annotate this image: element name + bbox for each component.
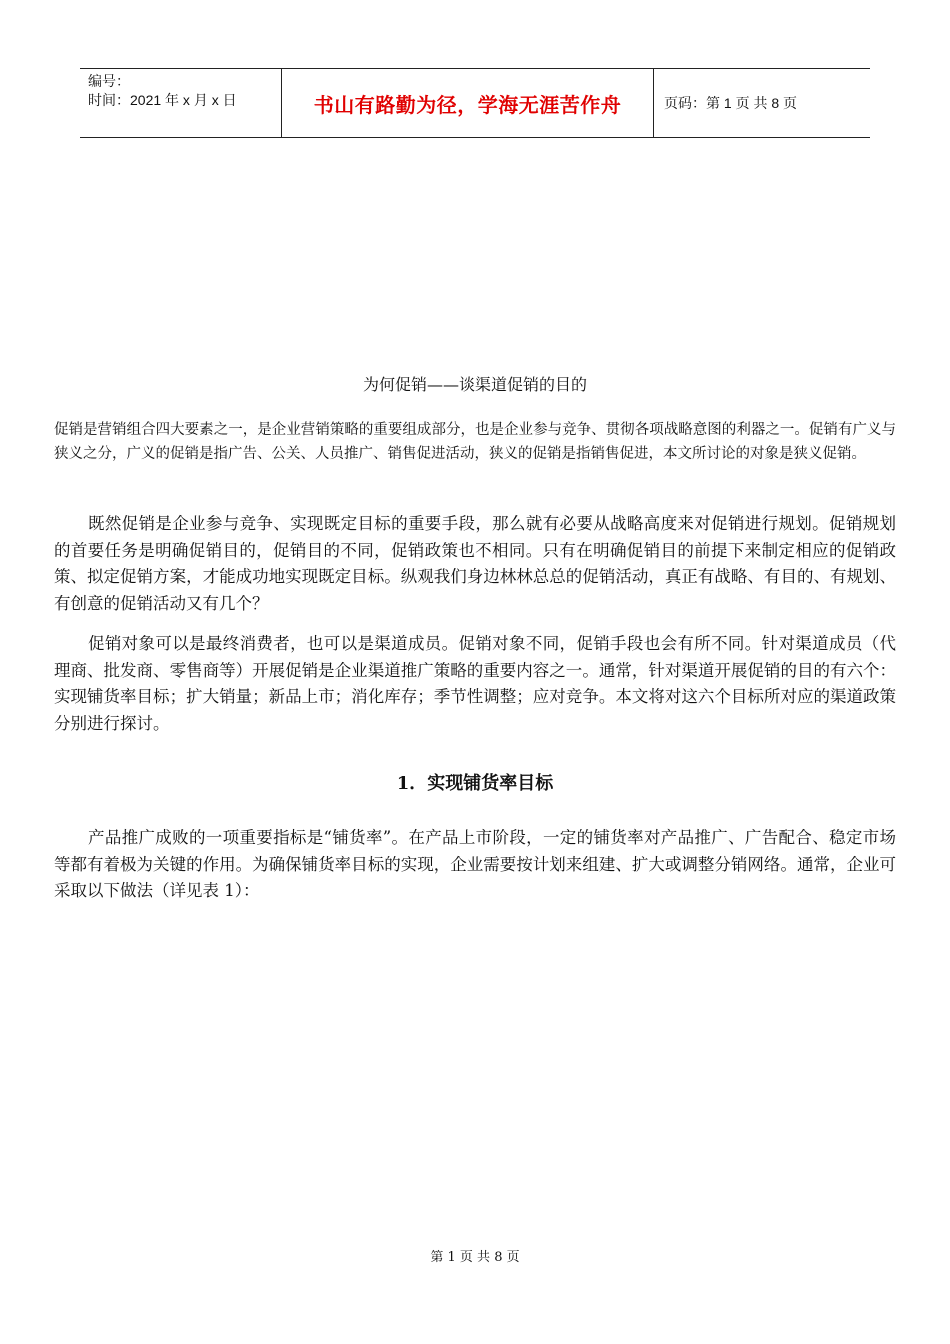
header-meta — [80, 69, 281, 137]
paragraph-3: 促销对象可以是最终消费者，也可以是渠道成员。促销对象不同，促销手段也会有所不同。针对渠道成员（代理商、批发商、零售商等）开展促销是企业渠道推广策略的重要内容之一。通常，针对渠道开展促销的目的有六个：实现铺货率目标；扩大销量；新品上市；消化库存；季节性调整；应对竞争。本文将对这六个目标所对应的渠道政策分别进行探讨。 — [54, 634, 896, 733]
paragraph-2: 既然促销是企业参与竞争、实现既定目标的重要手段，那么就有必要从战略高度来对促销进行规划。促销规划的首要任务是明确促销目的，促销目的不同，促销政策也不相同。只有在明确促销目的前提下来制定相应的促销政策、拟定促销方案，才能成功地实现既定目标。纵观我们身边林林总总的促销活动，真正有战略、有目的、有规划、有创意的促销活动又有几个？ — [54, 514, 896, 613]
paragraph-1: 促销是营销组合四大要素之一，是企业营销策略的重要组成部分，也是企业参与竞争、贯彻各项战略意图的利器之一。促销有广义与狭义之分，广义的促销是指广告、公关、人员推广、销售促进活动，狭义的促销是指销售促进，本文所讨论的对象是狭义促销。 — [54, 422, 896, 462]
number-label: 编号： — [88, 73, 130, 89]
section-heading-1: 1．实现铺货率目标 — [396, 773, 554, 794]
header-motto: 书山有路勤为径，学海无涯苦作舟 — [281, 69, 654, 137]
page-header — [80, 68, 870, 138]
paragraph-4: 产品推广成败的一项重要指标是“铺货率”。在产品上市阶段，一定的铺货率对产品推广、广告配合、稳定市场等都有着极为关键的作用。为确保铺货率目标的实现，企业需要按计划来组建、扩大或调整分销网络。通常，企业可采取以下做法（详见表 1）： — [54, 828, 896, 900]
article-title: 为何促销——谈渠道促销的目的 — [362, 375, 587, 394]
page-footer: 第 1 页 共 8 页 — [430, 1250, 520, 1265]
header-page-info: 页码：第 1 页 共 8 页 — [664, 95, 798, 111]
time-label: 时间：2021 年 x 月 x 日 — [88, 92, 237, 108]
